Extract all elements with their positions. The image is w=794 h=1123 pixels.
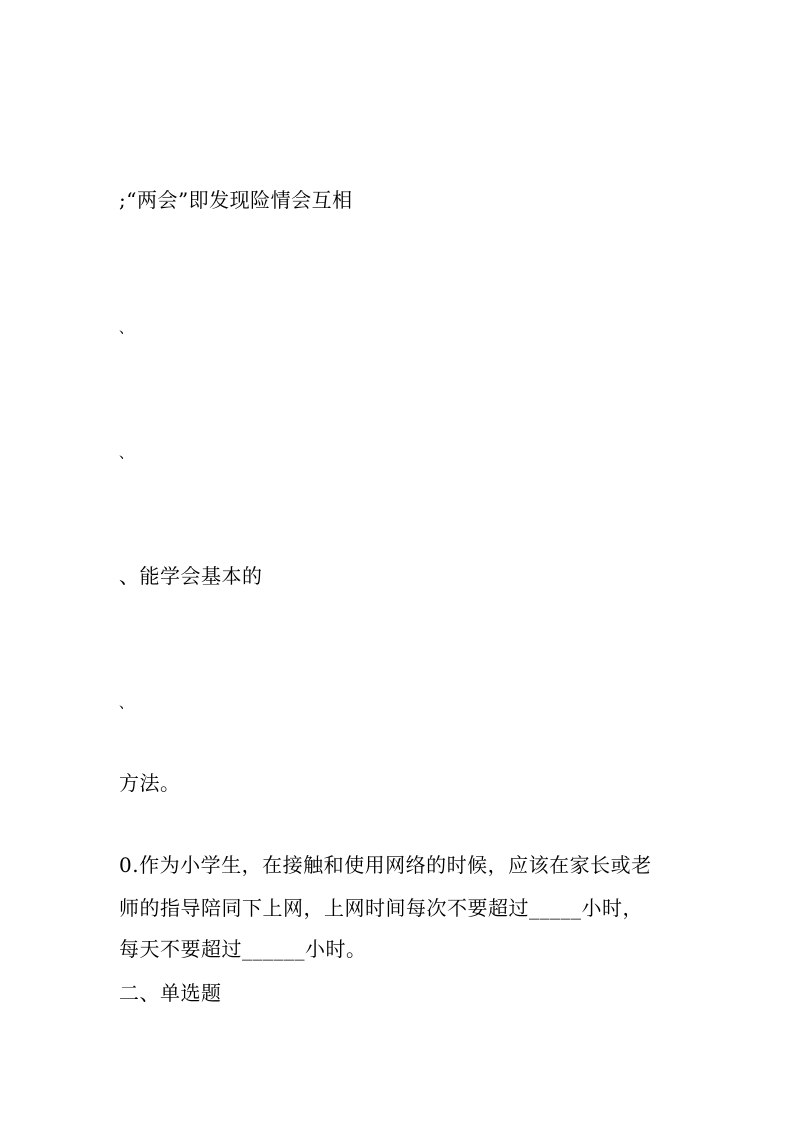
text-line-3: 、 (119, 446, 133, 462)
question-line-1: 0.作为小学生，在接触和使用网络的时候，应该在家长或老 (119, 853, 652, 877)
section-heading: 二、单选题 (119, 981, 222, 1005)
text-line-6: 方法。 (119, 771, 181, 795)
text-line-4: 、能学会基本的 (119, 564, 263, 588)
question-line-3: 每天不要超过______小时。 (119, 937, 367, 961)
text-line-2: 、 (119, 321, 133, 337)
text-line-5: 、 (119, 696, 133, 712)
text-line-1: ;“两会”即发现险情会互相 (119, 188, 353, 212)
question-line-2: 师的指导陪同下上网，上网时间每次不要超过_____小时， (119, 896, 643, 920)
